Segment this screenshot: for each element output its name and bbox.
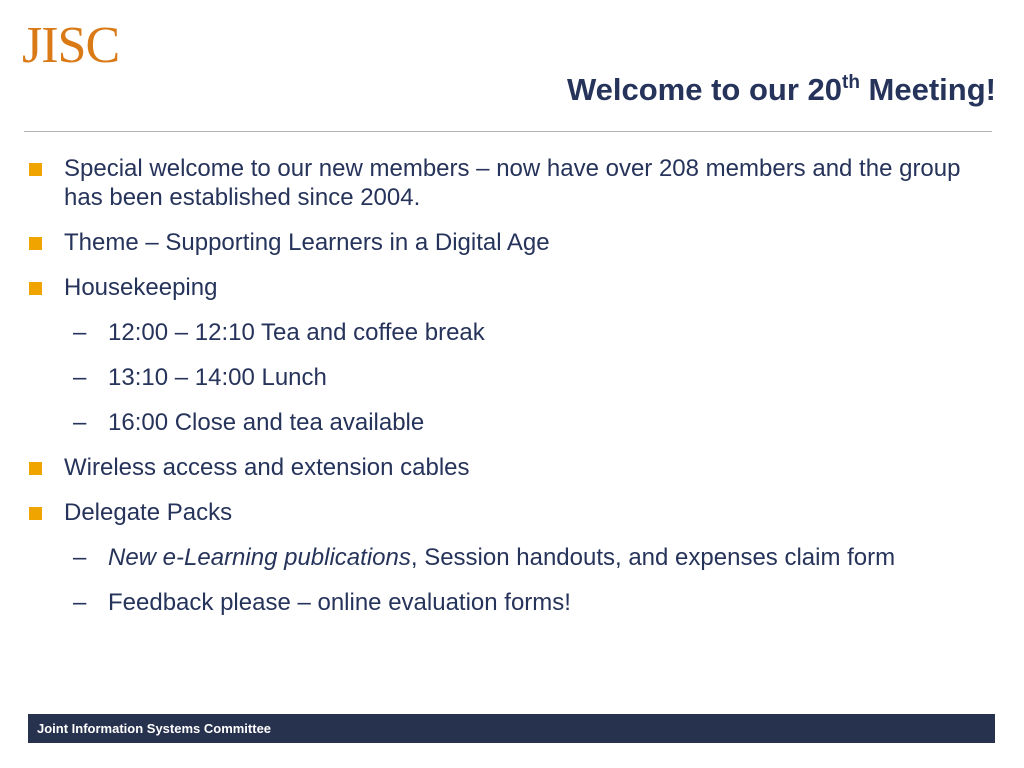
sub-bullet-text <box>108 544 895 571</box>
sub-bullet-item <box>26 363 976 392</box>
dash-bullet-icon: – <box>73 589 87 616</box>
dash-bullet-icon: – <box>73 319 87 346</box>
title-divider <box>24 131 992 132</box>
sub-bullet-item <box>26 408 976 437</box>
sub-bullet-text: 12:00 – 12:10 Tea and coffee break <box>108 319 485 346</box>
square-bullet-icon <box>29 163 42 176</box>
sub-bullet-text: Feedback please – online evaluation forms! <box>108 589 571 616</box>
bullet-item <box>26 498 976 527</box>
bullet-item <box>26 154 976 212</box>
handouts-text: , Session handouts, and expenses claim form <box>410 544 896 571</box>
sub-bullet-item <box>26 588 976 617</box>
bullet-item <box>26 453 976 482</box>
sub-bullet-text: 13:10 – 14:00 Lunch <box>108 364 327 391</box>
footer-text: Joint Information Systems Committee <box>37 721 272 736</box>
footer-bar <box>28 714 995 743</box>
dash-bullet-icon: – <box>73 544 87 571</box>
sub-bullet-item <box>26 318 976 347</box>
square-bullet-icon <box>29 237 42 250</box>
publications-italic-text: New e-Learning publications <box>108 544 411 571</box>
square-bullet-icon <box>29 507 42 520</box>
bullet-text: Special welcome to our new members – now have over 208 members and the group has been established since 2004. <box>64 155 961 211</box>
bullet-item <box>26 273 976 302</box>
bullet-item <box>26 228 976 257</box>
square-bullet-icon <box>29 462 42 475</box>
dash-bullet-icon: – <box>73 364 87 391</box>
bullet-text: Delegate Packs <box>64 499 233 526</box>
sub-bullet-item <box>26 543 976 572</box>
bullet-text: Theme – Supporting Learners in a Digital Age <box>64 229 550 256</box>
square-bullet-icon <box>29 282 42 295</box>
bullet-text: Housekeeping <box>64 274 218 301</box>
bullet-text: Wireless access and extension cables <box>64 454 470 481</box>
bullet-list <box>26 154 976 633</box>
jisc-logo: JISC <box>22 17 120 74</box>
slide-title: Welcome to our 20th Meeting! <box>566 72 996 107</box>
title-superscript: th <box>842 72 860 93</box>
dash-bullet-icon: – <box>73 409 87 436</box>
sub-bullet-text: 16:00 Close and tea available <box>108 409 425 436</box>
